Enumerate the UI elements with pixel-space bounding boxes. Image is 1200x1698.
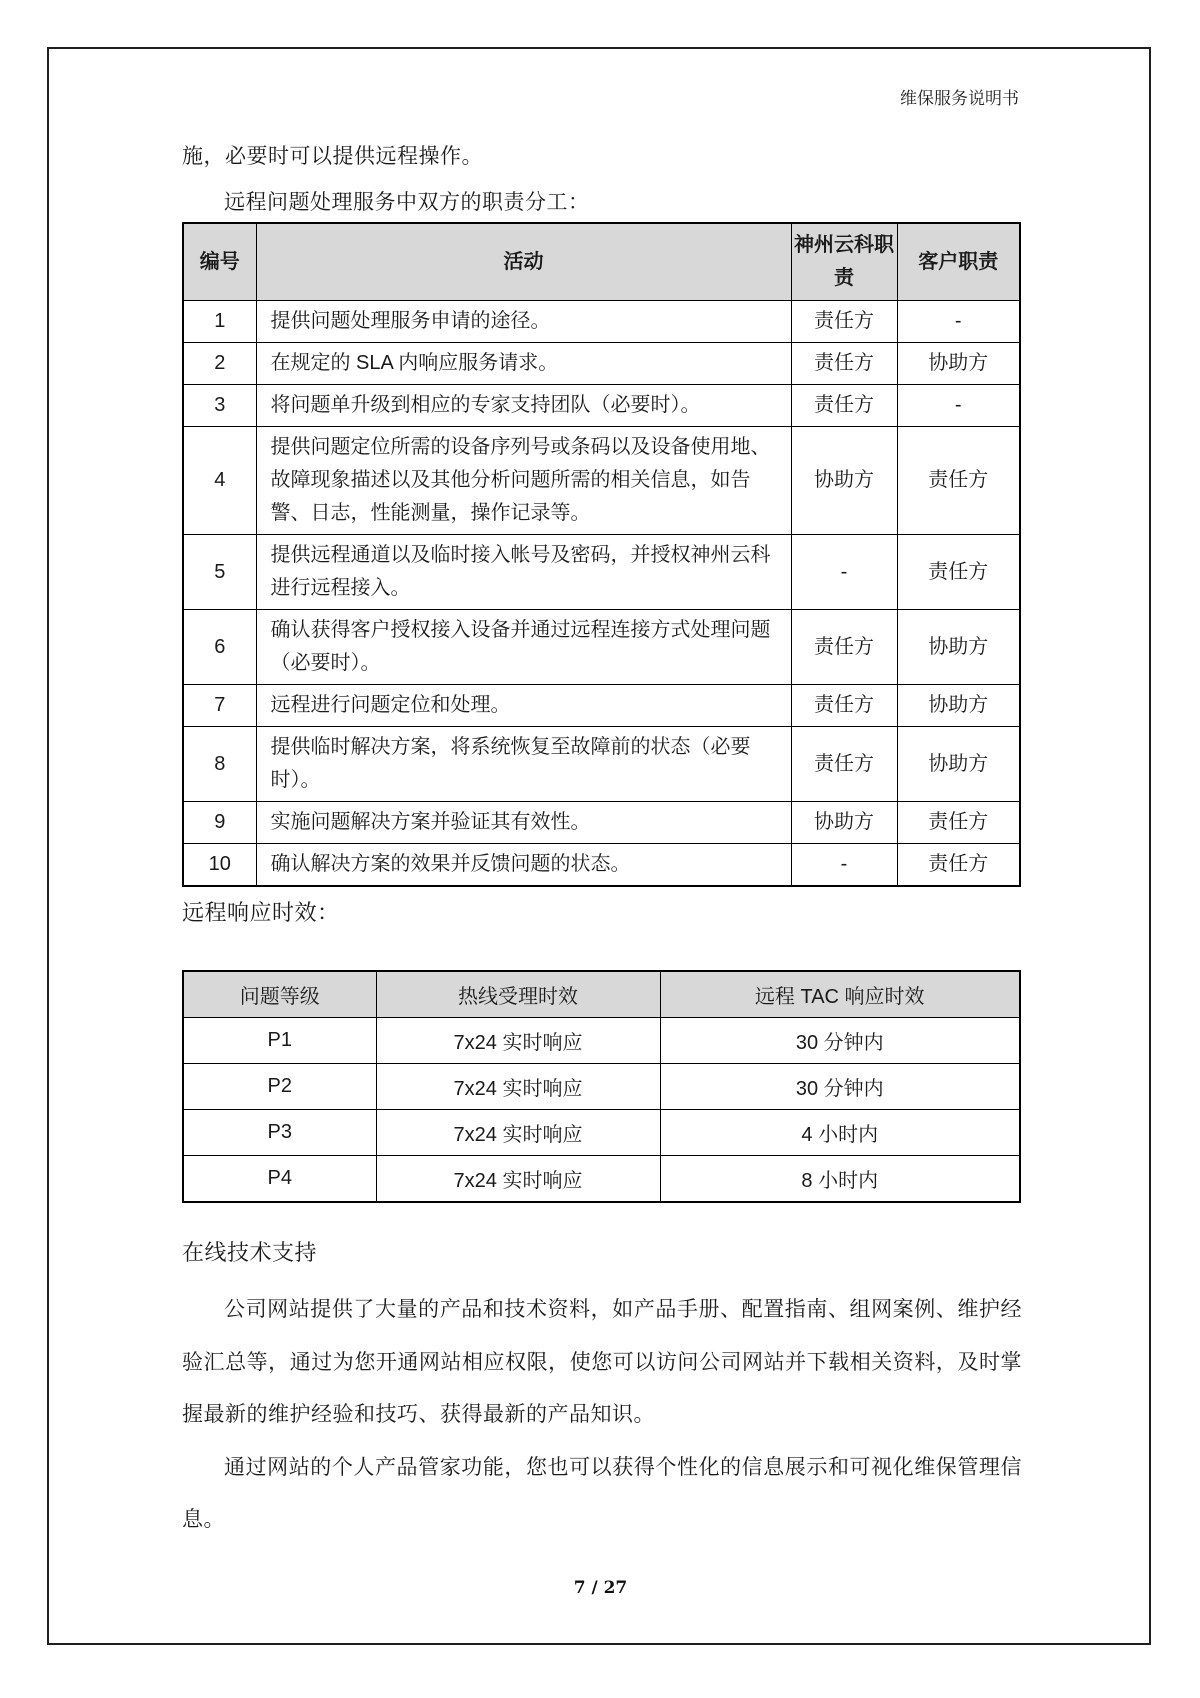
hotline-sla-cell: 7x24 实时响应 bbox=[376, 1156, 660, 1203]
row-number: 9 bbox=[183, 802, 256, 844]
dck-duty-cell: 责任方 bbox=[791, 685, 897, 727]
hotline-sla-cell: 7x24 实时响应 bbox=[376, 1018, 660, 1064]
row-number: 4 bbox=[183, 427, 256, 535]
page-number: 7 / 27 bbox=[573, 1578, 628, 1598]
table-row bbox=[183, 385, 1020, 427]
table-row bbox=[183, 343, 1020, 385]
problem-level-cell: P2 bbox=[183, 1064, 376, 1110]
activity-cell: 将问题单升级到相应的专家支持团队（必要时）。 bbox=[256, 385, 791, 427]
tac-sla-cell: 8 小时内 bbox=[660, 1156, 1020, 1203]
online-support-paragraphs bbox=[182, 1284, 1022, 1547]
response-time-title: 远程响应时效： bbox=[182, 900, 340, 925]
customer-duty-cell: 协助方 bbox=[897, 343, 1020, 385]
row-number: 2 bbox=[183, 343, 256, 385]
tac-sla-cell: 30 分钟内 bbox=[660, 1064, 1020, 1110]
customer-duty-cell: 协助方 bbox=[897, 610, 1020, 685]
table-row bbox=[183, 802, 1020, 844]
table-row bbox=[183, 427, 1020, 535]
response-time-header-row bbox=[183, 971, 1020, 1018]
dck-duty-cell: - bbox=[791, 844, 897, 887]
hotline-sla-cell: 7x24 实时响应 bbox=[376, 1064, 660, 1110]
row-number: 7 bbox=[183, 685, 256, 727]
dck-duty-cell: 责任方 bbox=[791, 610, 897, 685]
online-support-title: 在线技术支持 bbox=[182, 1240, 318, 1265]
problem-level-cell: P3 bbox=[183, 1110, 376, 1156]
row-number: 3 bbox=[183, 385, 256, 427]
table-row bbox=[183, 685, 1020, 727]
customer-duty-cell: 协助方 bbox=[897, 727, 1020, 802]
dck-duty-cell: 责任方 bbox=[791, 385, 897, 427]
customer-duty-cell: 责任方 bbox=[897, 802, 1020, 844]
tac-sla-cell: 4 小时内 bbox=[660, 1110, 1020, 1156]
customer-duty-cell: 协助方 bbox=[897, 685, 1020, 727]
table-row bbox=[183, 1064, 1020, 1110]
paragraph: 通过网站的个人产品管家功能，您也可以获得个性化的信息展示和可视化维保管理信息。 bbox=[182, 1455, 1022, 1531]
customer-duty-cell: - bbox=[897, 385, 1020, 427]
row-number: 10 bbox=[183, 844, 256, 887]
activity-cell: 远程进行问题定位和处理。 bbox=[256, 685, 791, 727]
response-time-table bbox=[182, 970, 1021, 1203]
customer-duty-cell: 责任方 bbox=[897, 844, 1020, 887]
problem-level-cell: P1 bbox=[183, 1018, 376, 1064]
col-header-activity: 活动 bbox=[256, 223, 791, 301]
table-row bbox=[183, 727, 1020, 802]
hotline-sla-cell: 7x24 实时响应 bbox=[376, 1110, 660, 1156]
activity-cell: 提供问题定位所需的设备序列号或条码以及设备使用地、故障现象描述以及其他分析问题所需的相关信息，如告警、日志，性能测量，操作记录等。 bbox=[256, 427, 791, 535]
col-header-customer-duty: 客户职责 bbox=[897, 223, 1020, 301]
intro-text: 施，必要时可以提供远程操作。 bbox=[182, 145, 483, 168]
col-header-number: 编号 bbox=[183, 223, 256, 301]
paragraph: 公司网站提供了大量的产品和技术资料，如产品手册、配置指南、组网案例、维护经验汇总等，通过为您开通网站相应权限，使您可以访问公司网站并下载相关资料，及时掌握最新的维护经验和技巧、获得最新的产品知识。 bbox=[182, 1298, 1022, 1426]
activity-cell: 确认获得客户授权接入设备并通过远程连接方式处理问题（必要时）。 bbox=[256, 610, 791, 685]
activity-cell: 提供问题处理服务申请的途径。 bbox=[256, 301, 791, 343]
table-row bbox=[183, 844, 1020, 887]
dck-duty-cell: 责任方 bbox=[791, 727, 897, 802]
activity-cell: 确认解决方案的效果并反馈问题的状态。 bbox=[256, 844, 791, 887]
activity-cell: 实施问题解决方案并验证其有效性。 bbox=[256, 802, 791, 844]
dck-duty-cell: 协助方 bbox=[791, 802, 897, 844]
responsibility-table-header-row bbox=[183, 223, 1020, 301]
table-row bbox=[183, 1018, 1020, 1064]
col-header-problem-level: 问题等级 bbox=[183, 971, 376, 1018]
row-number: 5 bbox=[183, 535, 256, 610]
dck-duty-cell: - bbox=[791, 535, 897, 610]
activity-cell: 提供临时解决方案，将系统恢复至故障前的状态（必要时）。 bbox=[256, 727, 791, 802]
responsibility-table-caption: 远程问题处理服务中双方的职责分工： bbox=[224, 191, 590, 214]
activity-cell: 提供远程通道以及临时接入帐号及密码，并授权神州云科进行远程接入。 bbox=[256, 535, 791, 610]
table-row bbox=[183, 301, 1020, 343]
table-row bbox=[183, 1110, 1020, 1156]
table-row bbox=[183, 610, 1020, 685]
customer-duty-cell: - bbox=[897, 301, 1020, 343]
responsibility-table bbox=[182, 222, 1021, 887]
dck-duty-cell: 协助方 bbox=[791, 427, 897, 535]
customer-duty-cell: 责任方 bbox=[897, 427, 1020, 535]
table-row bbox=[183, 1156, 1020, 1203]
row-number: 6 bbox=[183, 610, 256, 685]
dck-duty-cell: 责任方 bbox=[791, 301, 897, 343]
problem-level-cell: P4 bbox=[183, 1156, 376, 1203]
table-row bbox=[183, 535, 1020, 610]
col-header-dck-duty: 神州云科职责 bbox=[791, 223, 897, 301]
col-header-tac-sla: 远程 TAC 响应时效 bbox=[660, 971, 1020, 1018]
tac-sla-cell: 30 分钟内 bbox=[660, 1018, 1020, 1064]
row-number: 1 bbox=[183, 301, 256, 343]
col-header-hotline-sla: 热线受理时效 bbox=[376, 971, 660, 1018]
document-header-title: 维保服务说明书 bbox=[900, 89, 1019, 109]
activity-cell: 在规定的 SLA 内响应服务请求。 bbox=[256, 343, 791, 385]
row-number: 8 bbox=[183, 727, 256, 802]
customer-duty-cell: 责任方 bbox=[897, 535, 1020, 610]
dck-duty-cell: 责任方 bbox=[791, 343, 897, 385]
